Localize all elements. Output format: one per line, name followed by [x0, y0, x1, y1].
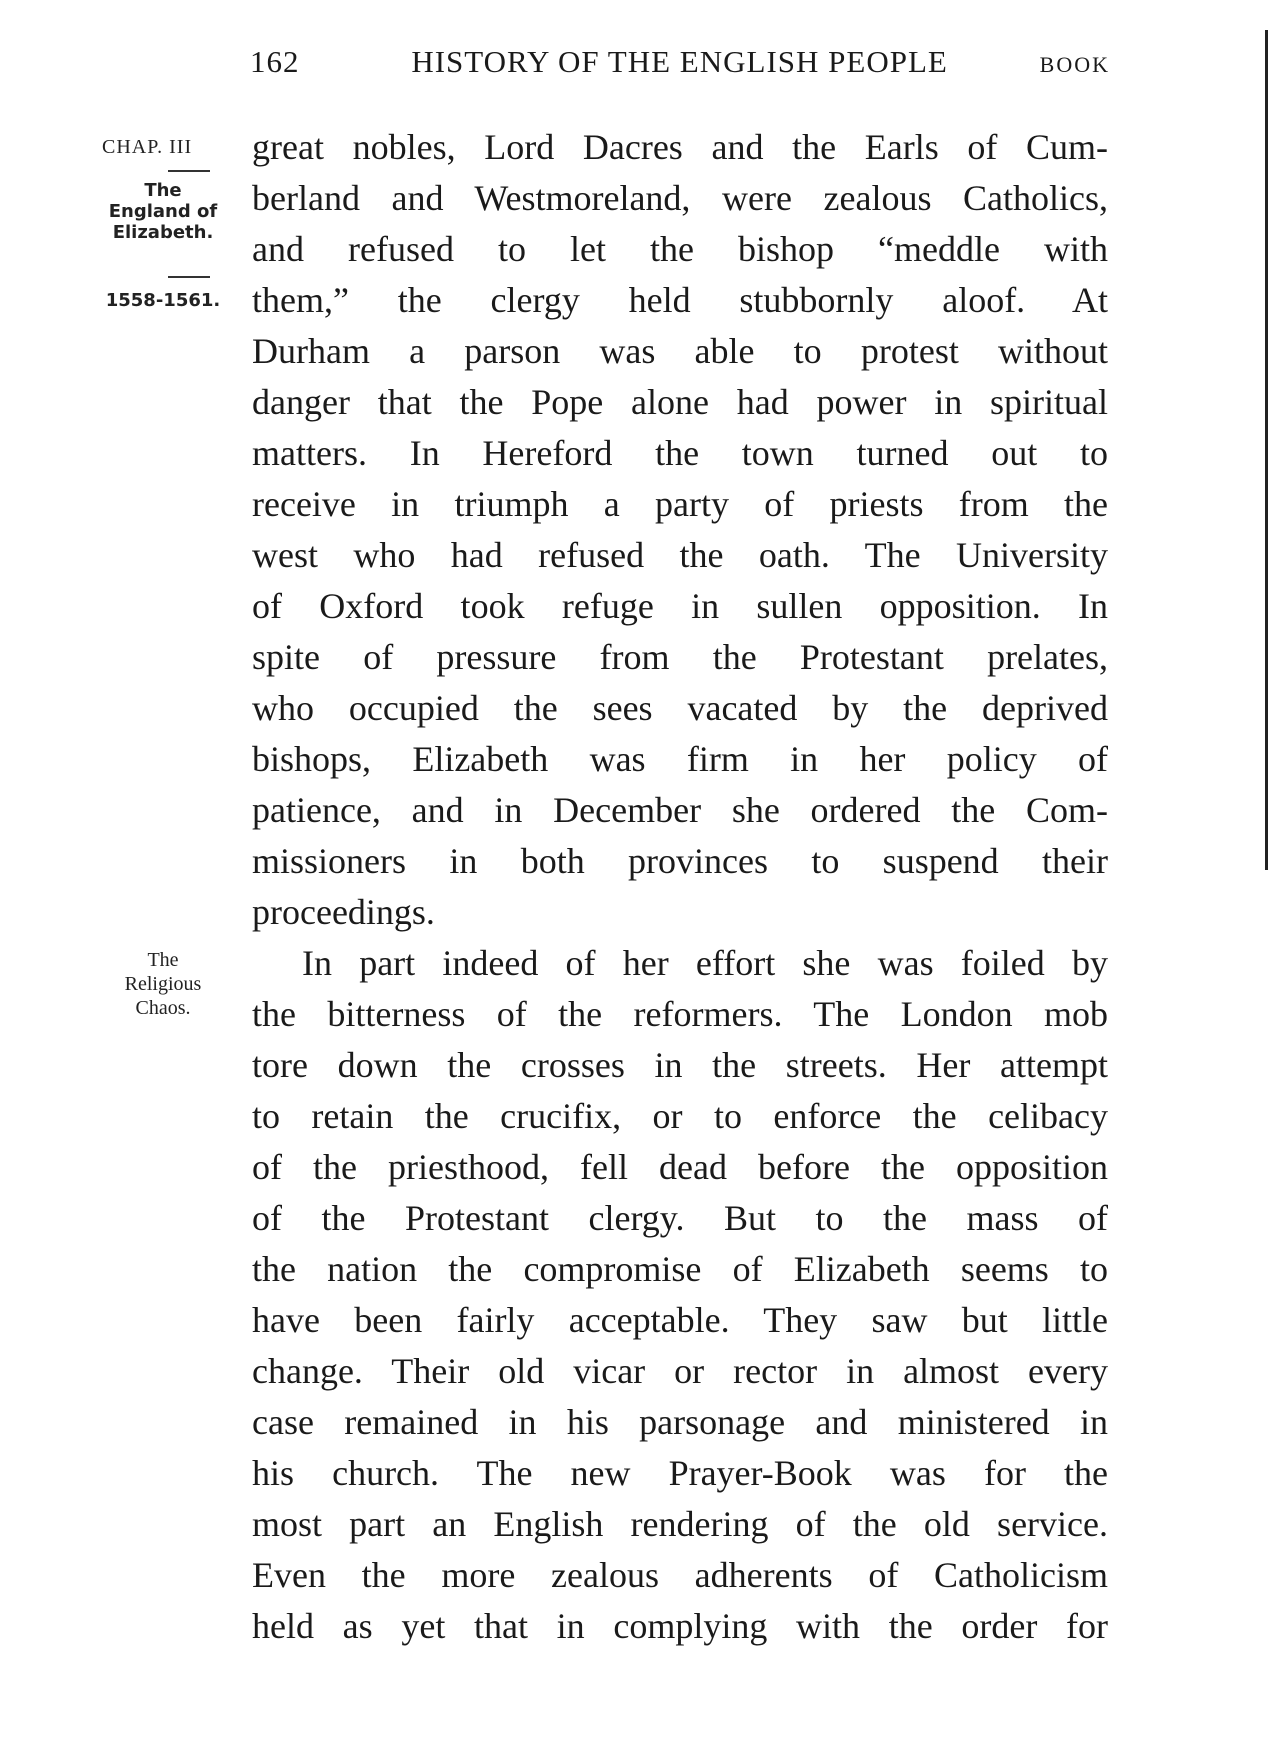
text-line: the nation the compromise of Elizabeth seems to: [252, 1249, 1108, 1289]
margin-rule: [168, 276, 210, 278]
text-line: of Oxford took refuge in sullen opposition. In: [252, 586, 1108, 626]
margin-title-line: England of: [108, 201, 218, 222]
text-line: Even the more zealous adherents of Catholicism: [252, 1555, 1108, 1595]
text-line: to retain the crucifix, or to enforce the celibacy: [252, 1096, 1108, 1136]
text-line: change. Their old vicar or rector in almost every: [252, 1351, 1108, 1391]
text-line: of the Protestant clergy. But to the mass of: [252, 1198, 1108, 1238]
text-line: patience, and in December she ordered the Com-: [252, 790, 1108, 830]
margin-dates: 1558-1561.: [105, 290, 221, 311]
text-line: berland and Westmoreland, were zealous Catholics,: [252, 178, 1108, 218]
text-line: matters. In Hereford the town turned out to: [252, 433, 1108, 473]
text-line: bishops, Elizabeth was firm in her policy of: [252, 739, 1108, 779]
text-line: missioners in both provinces to suspend their: [252, 841, 1108, 881]
text-line: the bitterness of the reformers. The London mob: [252, 994, 1108, 1034]
margin-note-line: Religious: [124, 973, 202, 995]
margin-title-line: The: [144, 180, 182, 201]
text-line: and refused to let the bishop “meddle with: [252, 229, 1108, 269]
text-line: have been fairly acceptable. They saw but little: [252, 1300, 1108, 1340]
body-text: [252, 122, 1108, 1652]
text-line: west who had refused the oath. The University: [252, 535, 1108, 575]
text-line: tore down the crosses in the streets. Her attempt: [252, 1045, 1108, 1085]
text-line: most part an English rendering of the old service.: [252, 1504, 1108, 1544]
text-line: held as yet that in complying with the order for: [252, 1606, 1108, 1646]
margin-note-line: The: [147, 949, 179, 971]
text-line: his church. The new Prayer-Book was for the: [252, 1453, 1108, 1493]
text-line: receive in triumph a party of priests from the: [252, 484, 1108, 524]
page-edge-rule: [1265, 30, 1268, 870]
margin-rule: [168, 170, 210, 172]
page-number: 162: [250, 44, 300, 79]
running-title: HISTORY OF THE ENGLISH PEOPLE: [411, 44, 948, 79]
text-line: In part indeed of her effort she was foiled by: [302, 943, 1108, 983]
running-header: [250, 44, 1110, 80]
margin-note-line: Chaos.: [135, 997, 191, 1019]
text-line: great nobles, Lord Dacres and the Earls of Cum-: [252, 127, 1108, 167]
text-line: Durham a parson was able to protest without: [252, 331, 1108, 371]
book-label: BOOK: [1039, 52, 1110, 77]
text-line: them,” the clergy held stubbornly aloof. At: [252, 280, 1108, 320]
margin-chapter: CHAP. III: [102, 136, 193, 158]
text-line: who occupied the sees vacated by the deprived: [252, 688, 1108, 728]
text-line: proceedings.: [252, 892, 435, 932]
text-line: of the priesthood, fell dead before the opposition: [252, 1147, 1108, 1187]
text-line: case remained in his parsonage and ministered in: [252, 1402, 1108, 1442]
margin-title-line: Elizabeth.: [112, 222, 214, 243]
margin-side-note: [88, 948, 238, 1020]
text-line: spite of pressure from the Protestant prelates,: [252, 637, 1108, 677]
text-line: danger that the Pope alone had power in spiritual: [252, 382, 1108, 422]
margin-section-title: [88, 180, 238, 243]
